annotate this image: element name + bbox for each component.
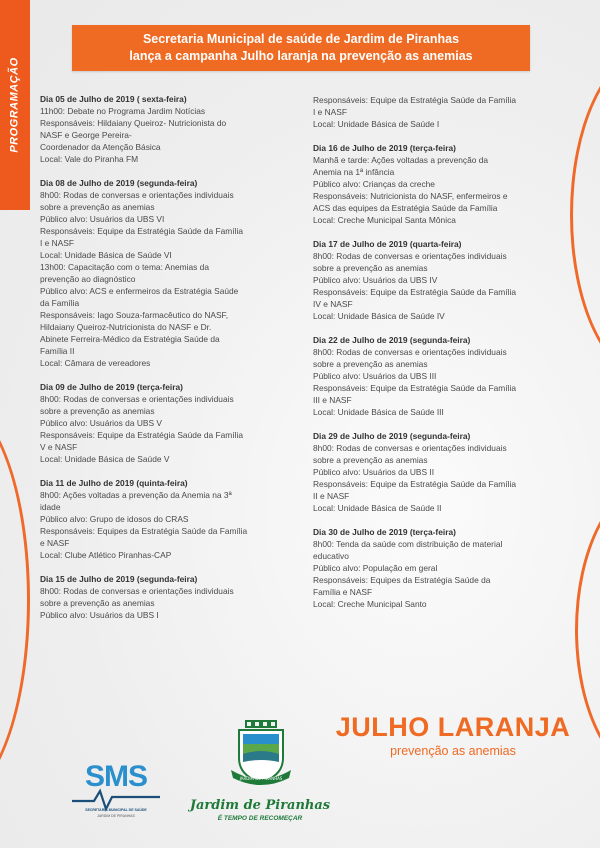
schedule-entry-line: Local: Clube Atlético Piranhas-CAP bbox=[40, 550, 172, 560]
schedule-entry-line: Público alvo: ACS e enfermeiros da Estratégia Saúde bbox=[40, 286, 239, 296]
schedule-entry-date: Dia 15 de Julho de 2019 (segunda-feira) bbox=[40, 574, 198, 584]
schedule-entry bbox=[40, 93, 290, 165]
side-tab-label: PROGRAMAÇÃO bbox=[9, 57, 21, 153]
schedule-entry-line: 11h00: Debate no Programa Jardim Notícias bbox=[40, 106, 206, 116]
schedule-entry-line: Local: Unidade Básica de Saúde II bbox=[313, 503, 442, 513]
schedule-entry-line: Hildaiany Queiroz-Nutricionista do NASF e Dr. bbox=[40, 322, 212, 332]
schedule-entry-line: sobre a prevenção as anemias bbox=[313, 455, 428, 465]
schedule-entry-line: Público alvo: Usuários da UBS IV bbox=[313, 275, 438, 285]
schedule-entry-line: Local: Unidade Básica de Saúde III bbox=[313, 407, 444, 417]
schedule-entry-line: 8h00: Rodas de conversas e orientações individuais bbox=[313, 251, 507, 261]
schedule-entry-line: sobre a prevenção as anemias bbox=[313, 359, 428, 369]
schedule-entry-line: Público alvo: Usuários da UBS I bbox=[40, 610, 159, 620]
schedule-column-right bbox=[313, 94, 571, 622]
schedule-entry-line: 13h00: Capacitação com o tema: Anemias da bbox=[40, 262, 209, 272]
schedule-entry-line: IV e NASF bbox=[313, 299, 353, 309]
side-tab-label-wrap bbox=[0, 0, 30, 210]
schedule-entry-line: Público alvo: Grupo de idosos do CRAS bbox=[40, 514, 189, 524]
schedule-entry-line: Responsáveis: Hildaiany Queiroz- Nutricionista do bbox=[40, 118, 227, 128]
schedule-entry-line: prevenção ao diagnóstico bbox=[40, 274, 136, 284]
schedule-entry-line: Público alvo: Usuários da UBS VI bbox=[40, 214, 165, 224]
schedule-entry-line: Família II bbox=[40, 346, 75, 356]
schedule-entry-line: Responsáveis: Equipes da Estratégia Saúde da bbox=[313, 575, 491, 585]
schedule-entry-line: Local: Unidade Básica de Saúde I bbox=[313, 119, 440, 129]
schedule-entry-line: 8h00: Rodas de conversas e orientações individuais bbox=[313, 443, 507, 453]
schedule-entry bbox=[313, 238, 571, 322]
sms-logo-letters: SMS bbox=[84, 760, 147, 793]
schedule-entry-line: Local: Creche Municipal Santo bbox=[313, 599, 427, 609]
schedule-entry bbox=[40, 177, 290, 369]
schedule-entry-line: Público alvo: Usuários da UBS V bbox=[40, 418, 162, 428]
campaign-title: JULHO LARANJA bbox=[335, 712, 571, 742]
schedule-entry-line: e NASF bbox=[40, 538, 70, 548]
schedule-entry bbox=[40, 381, 290, 465]
schedule-entry bbox=[313, 526, 571, 610]
schedule-entry-date: Dia 16 de Julho de 2019 (terça-feira) bbox=[313, 143, 456, 153]
schedule-entry-line: sobre a prevenção as anemias bbox=[40, 202, 155, 212]
schedule-entry-line: I e NASF bbox=[313, 107, 347, 117]
schedule-entry-line: Local: Câmara de vereadores bbox=[40, 358, 151, 368]
header-line-1: Secretaria Municipal de saúde de Jardim de Piranhas bbox=[142, 32, 460, 46]
schedule-entry-line: Responsáveis: Equipe da Estratégia Saúde da Família bbox=[313, 479, 516, 489]
schedule-entry-line: da Família bbox=[40, 298, 80, 308]
crest-banner-text: JARDIM DE PIRANHAS bbox=[239, 776, 283, 781]
schedule-entry-line: Público alvo: População em geral bbox=[313, 563, 438, 573]
schedule-entry bbox=[313, 142, 571, 226]
schedule-entry-line: Público alvo: Crianças da creche bbox=[313, 179, 435, 189]
schedule-entry-date: Dia 30 de Julho de 2019 (terça-feira) bbox=[313, 527, 456, 537]
schedule-entry-line: Responsáveis: Equipe da Estratégia Saúde da Família bbox=[313, 95, 516, 105]
schedule-entry-line: Local: Unidade Básica de Saúde IV bbox=[313, 311, 445, 321]
schedule-entry-line: Responsáveis: Equipe da Estratégia Saúde da Família bbox=[313, 287, 516, 297]
schedule-column-left bbox=[40, 93, 290, 633]
schedule-entry-line: Responsáveis: Equipe da Estratégia Saúde da Família bbox=[313, 383, 516, 393]
schedule-entry-line: Local: Vale do Piranha FM bbox=[40, 154, 139, 164]
schedule-entry-line: sobre a prevenção as anemias bbox=[40, 598, 155, 608]
schedule-entry-line: III e NASF bbox=[313, 395, 352, 405]
schedule-entry-line: Responsáveis: Iago Souza-farmacêutico do NASF, bbox=[40, 310, 229, 320]
schedule-entry-line: Responsáveis: Equipes da Estratégia Saúde da Família bbox=[40, 526, 248, 536]
schedule-entry-line: sobre a prevenção as anemias bbox=[40, 406, 155, 416]
schedule-entry-line: Público alvo: Usuários da UBS II bbox=[313, 467, 435, 477]
schedule-entry-line: 8h00: Rodas de conversas e orientações individuais bbox=[40, 586, 234, 596]
campaign-subtitle: prevenção as anemias bbox=[390, 744, 516, 758]
schedule-entry-line: 8h00: Tenda da saúde com distribuição de material bbox=[313, 539, 503, 549]
city-logo-name: Jardim de Piranhas bbox=[189, 798, 331, 813]
schedule-entry-line: idade bbox=[40, 502, 61, 512]
schedule-entry-line: 8h00: Ações voltadas a prevenção da Anemia na 3ª bbox=[40, 490, 232, 500]
schedule-entry bbox=[40, 573, 290, 621]
schedule-entry-date: Dia 08 de Julho de 2019 (segunda-feira) bbox=[40, 178, 198, 188]
schedule-entry-line: Local: Unidade Básica de Saúde V bbox=[40, 454, 170, 464]
schedule-entry-line: Abinete Ferreira-Médico da Estratégia Saúde da bbox=[40, 334, 220, 344]
schedule-entry-date: Dia 11 de Julho de 2019 (quinta-feira) bbox=[40, 478, 188, 488]
schedule-entry-line: Responsáveis: Nutricionista do NASF, enfermeiros e bbox=[313, 191, 508, 201]
schedule-entry bbox=[313, 334, 571, 418]
schedule-entry-line: Local: Unidade Básica de Saúde VI bbox=[40, 250, 172, 260]
schedule-entry bbox=[313, 94, 571, 130]
schedule-entry-line: Responsáveis: Equipe da Estratégia Saúde da Família bbox=[40, 430, 243, 440]
schedule-entry-line: sobre a prevenção as anemias bbox=[313, 263, 428, 273]
sms-logo-caption-city: JARDIM DE PIRANHAS bbox=[97, 814, 135, 818]
schedule-entry-line: Anemia na 1ª infância bbox=[313, 167, 395, 177]
schedule-entry-date: Dia 17 de Julho de 2019 (quarta-feira) bbox=[313, 239, 462, 249]
schedule-entry-date: Dia 29 de Julho de 2019 (segunda-feira) bbox=[313, 431, 471, 441]
schedule-entry-line: Manhã e tarde: Ações voltadas a prevenção da bbox=[313, 155, 489, 165]
schedule-entry-line: I e NASF bbox=[40, 238, 74, 248]
schedule-entry-line: 8h00: Rodas de conversas e orientações individuais bbox=[40, 394, 234, 404]
schedule-entry-line: ACS das equipes da Estratégia Saúde da Família bbox=[313, 203, 498, 213]
header-line-2: lança a campanha Julho laranja na prevenção as anemias bbox=[129, 49, 473, 63]
schedule-entry-date: Dia 05 de Julho de 2019 ( sexta-feira) bbox=[40, 94, 187, 104]
city-logo-tagline: É TEMPO DE RECOMEÇAR bbox=[217, 815, 303, 822]
schedule-entry-line: NASF e George Pereira- bbox=[40, 130, 132, 140]
schedule-entry-line: V e NASF bbox=[40, 442, 78, 452]
schedule-entry bbox=[40, 477, 290, 561]
schedule-entry-line: Família e NASF bbox=[313, 587, 373, 597]
sms-logo-caption: SECRETARIA MUNICIPAL DE SAÚDE bbox=[85, 808, 147, 812]
schedule-entry-line: 8h00: Rodas de conversas e orientações individuais bbox=[40, 190, 234, 200]
schedule-entry-line: II e NASF bbox=[313, 491, 350, 501]
schedule-entry-line: 8h00: Rodas de conversas e orientações individuais bbox=[313, 347, 507, 357]
schedule-entry-line: Responsáveis: Equipe da Estratégia Saúde da Família bbox=[40, 226, 243, 236]
schedule-entry-date: Dia 09 de Julho de 2019 (terça-feira) bbox=[40, 382, 183, 392]
schedule-entry bbox=[313, 430, 571, 514]
schedule-entry-line: Público alvo: Usuários da UBS III bbox=[313, 371, 437, 381]
schedule-entry-date: Dia 22 de Julho de 2019 (segunda-feira) bbox=[313, 335, 471, 345]
schedule-entry-line: Coordenador da Atenção Básica bbox=[40, 142, 161, 152]
header-banner bbox=[72, 25, 530, 71]
schedule-entry-line: educativo bbox=[313, 551, 349, 561]
schedule-entry-line: Local: Creche Municipal Santa Mônica bbox=[313, 215, 456, 225]
city-crest-icon bbox=[225, 718, 297, 790]
